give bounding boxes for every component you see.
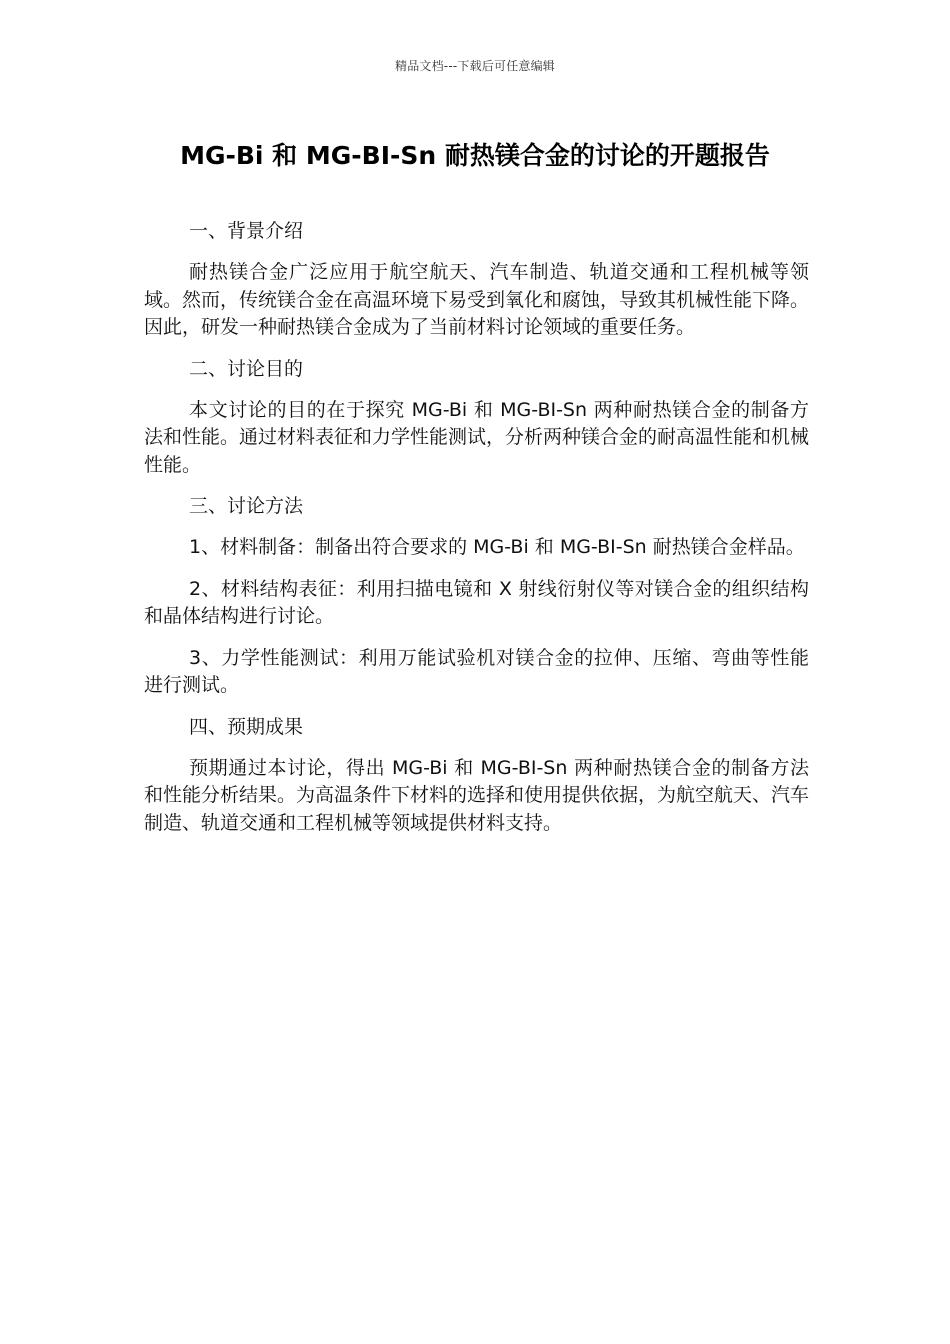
- section-purpose: [144, 356, 809, 480]
- section-expected-results: [144, 714, 809, 838]
- paragraph: 3、力学性能测试：利用万能试验机对镁合金的拉伸、压缩、弯曲等性能进行测试。: [144, 646, 809, 696]
- section-heading: 四、预期成果: [189, 715, 304, 738]
- section-background: [144, 218, 809, 342]
- section-heading: 三、讨论方法: [189, 495, 304, 517]
- document-body: [144, 218, 809, 851]
- section-method: [144, 493, 809, 700]
- paragraph: 预期通过本讨论，得出 MG-Bi 和 MG-BI-Sn 两种耐热镁合金的制备方法和性能分析结果。为高温条件下材料的选择和使用提供依据，为航空航天、汽车制造、轨道交通和工程机械等领域提供材料支持。: [144, 756, 810, 834]
- document-title: MG-Bi 和 MG-BI-Sn 耐热镁合金的讨论的开题报告: [180, 141, 770, 170]
- paragraph: 2、材料结构表征：利用扫描电镜和 X 射线衍射仪等对镁合金的组织结构和晶体结构进行讨论。: [144, 577, 809, 627]
- section-heading: 二、讨论目的: [189, 357, 304, 380]
- paragraph: 耐热镁合金广泛应用于航空航天、汽车制造、轨道交通和工程机械等领域。然而，传统镁合金在高温环境下易受到氧化和腐蚀，导致其机械性能下降。因此，研发一种耐热镁合金成为了当前材料讨论领域的重要任务。: [144, 261, 810, 338]
- section-heading: 一、背景介绍: [189, 220, 304, 242]
- paragraph: 本文讨论的目的在于探究 MG-Bi 和 MG-BI-Sn 两种耐热镁合金的制备方法和性能。通过材料表征和力学性能测试，分析两种镁合金的耐高温性能和机械性能。: [144, 398, 810, 476]
- header-note: 精品文档---下载后可任意编辑: [395, 59, 555, 73]
- paragraph: 1、材料制备：制备出符合要求的 MG-Bi 和 MG-BI-Sn 耐热镁合金样品。: [189, 536, 805, 558]
